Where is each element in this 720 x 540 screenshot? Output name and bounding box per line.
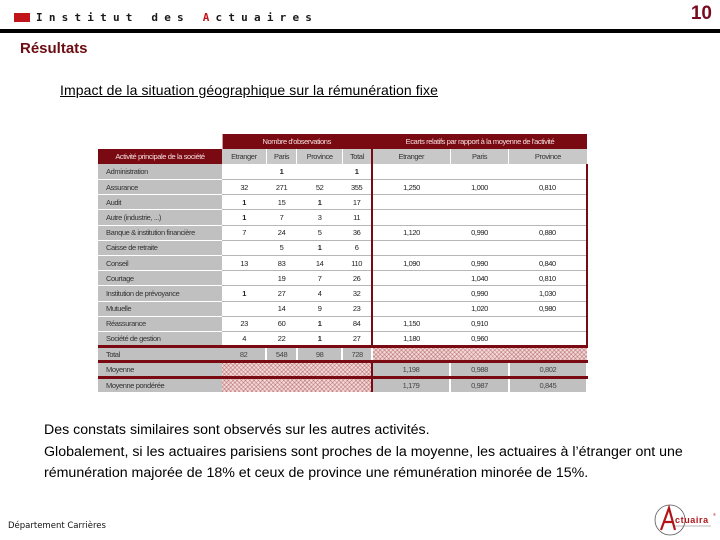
cell bbox=[450, 210, 509, 225]
body-text bbox=[44, 420, 684, 485]
cell bbox=[372, 210, 450, 225]
table-row bbox=[98, 271, 587, 286]
row-label: Audit bbox=[98, 195, 222, 210]
cell bbox=[450, 164, 509, 179]
column-header-obs-etranger: Etranger bbox=[222, 149, 266, 164]
cell bbox=[450, 240, 509, 255]
cell: 1,090 bbox=[372, 256, 450, 271]
row-label: Assurance bbox=[98, 180, 222, 195]
row-label: Caisse de retraite bbox=[98, 240, 222, 255]
cell: 0,880 bbox=[509, 225, 587, 240]
cell: 27 bbox=[342, 331, 371, 346]
group-header-ecarts: Ecarts relatifs par rapport à la moyenne de l'activité bbox=[372, 134, 587, 149]
group-header-row bbox=[98, 134, 587, 149]
table-row bbox=[98, 301, 587, 316]
cell: 1,150 bbox=[372, 316, 450, 331]
cell: 19 bbox=[266, 271, 297, 286]
cell: 4 bbox=[222, 331, 266, 346]
row-label: Conseil bbox=[98, 256, 222, 271]
cell bbox=[372, 286, 450, 301]
column-header-obs-total: Total bbox=[342, 149, 371, 164]
column-header-obs-province: Province bbox=[297, 149, 343, 164]
cell: 24 bbox=[266, 225, 297, 240]
cell: 548 bbox=[266, 347, 297, 362]
cell: 0,810 bbox=[509, 180, 587, 195]
cell: 15 bbox=[266, 195, 297, 210]
cell: 1 bbox=[297, 240, 343, 255]
cell bbox=[509, 164, 587, 179]
moyenne-row bbox=[98, 362, 587, 377]
page-number: 10 bbox=[690, 3, 712, 24]
column-header-ecart-province: Province bbox=[509, 149, 587, 164]
cell: 23 bbox=[222, 316, 266, 331]
hatched-cell bbox=[222, 377, 372, 392]
svg-text:ctuaira: ctuaira bbox=[675, 515, 709, 525]
cell: 0,990 bbox=[450, 225, 509, 240]
cell: 0,845 bbox=[509, 377, 587, 392]
table-row bbox=[98, 225, 587, 240]
salary-geography-table bbox=[98, 134, 588, 393]
cell bbox=[297, 164, 343, 179]
hatched-cell bbox=[222, 362, 372, 377]
cell: 26 bbox=[342, 271, 371, 286]
cell: 271 bbox=[266, 180, 297, 195]
table-row bbox=[98, 180, 587, 195]
row-label: Institution de prévoyance bbox=[98, 286, 222, 301]
cell bbox=[450, 195, 509, 210]
row-label: Autre (industrie, ...) bbox=[98, 210, 222, 225]
cell: 32 bbox=[222, 180, 266, 195]
cell: 83 bbox=[266, 256, 297, 271]
cell: 7 bbox=[266, 210, 297, 225]
table-row bbox=[98, 240, 587, 255]
cell bbox=[222, 301, 266, 316]
institut-des-actuaires-logo bbox=[14, 10, 318, 24]
cell bbox=[372, 271, 450, 286]
cell: 0,988 bbox=[450, 362, 509, 377]
row-label: Mutuelle bbox=[98, 301, 222, 316]
cell: 1 bbox=[297, 331, 343, 346]
row-label: Banque & institution financière bbox=[98, 225, 222, 240]
cell: 13 bbox=[222, 256, 266, 271]
cell: 82 bbox=[222, 347, 266, 362]
cell: 1 bbox=[266, 164, 297, 179]
column-header-obs-paris: Paris bbox=[266, 149, 297, 164]
cell bbox=[372, 240, 450, 255]
cell bbox=[372, 164, 450, 179]
header-divider bbox=[0, 29, 720, 33]
cell: 36 bbox=[342, 225, 371, 240]
cell: 0,840 bbox=[509, 256, 587, 271]
row-label: Courtage bbox=[98, 271, 222, 286]
actuaira-logo bbox=[653, 503, 717, 537]
cell: 110 bbox=[342, 256, 371, 271]
row-label: Total bbox=[98, 347, 222, 362]
cell: 7 bbox=[297, 271, 343, 286]
slide-subtitle: Impact de la situation géographique sur la rémunération fixe bbox=[60, 82, 438, 98]
footer-department: Département Carrières bbox=[8, 521, 106, 531]
cell: 0,990 bbox=[450, 286, 509, 301]
row-label: Réassurance bbox=[98, 316, 222, 331]
cell: 1 bbox=[297, 316, 343, 331]
cell: 1,180 bbox=[372, 331, 450, 346]
row-label: Moyenne bbox=[98, 362, 222, 377]
row-label: Société de gestion bbox=[98, 331, 222, 346]
cell: 27 bbox=[266, 286, 297, 301]
cell: 5 bbox=[266, 240, 297, 255]
cell bbox=[372, 195, 450, 210]
cell: 0,980 bbox=[509, 301, 587, 316]
cell: 1,250 bbox=[372, 180, 450, 195]
table-row bbox=[98, 316, 587, 331]
table-row bbox=[98, 286, 587, 301]
cell: 1 bbox=[222, 286, 266, 301]
cell: 9 bbox=[297, 301, 343, 316]
cell: 355 bbox=[342, 180, 371, 195]
cell: 1,040 bbox=[450, 271, 509, 286]
brand-red-block bbox=[14, 13, 30, 22]
cell: 6 bbox=[342, 240, 371, 255]
cell: 1 bbox=[222, 195, 266, 210]
cell: 0,960 bbox=[450, 331, 509, 346]
cell bbox=[222, 164, 266, 179]
cell bbox=[222, 271, 266, 286]
cell: 17 bbox=[342, 195, 371, 210]
cell: 1,120 bbox=[372, 225, 450, 240]
cell: 1 bbox=[342, 164, 371, 179]
cell: 0,802 bbox=[509, 362, 587, 377]
table-row bbox=[98, 164, 587, 179]
table-row bbox=[98, 195, 587, 210]
cell bbox=[509, 331, 587, 346]
table-row bbox=[98, 331, 587, 346]
cell: 0,987 bbox=[450, 377, 509, 392]
cell: 98 bbox=[297, 347, 343, 362]
cell: 14 bbox=[297, 256, 343, 271]
moyenne-ponderee-row bbox=[98, 377, 587, 392]
brand-text: Institut des Actuaires bbox=[36, 10, 319, 24]
cell: 0,810 bbox=[509, 271, 587, 286]
cell: 0,990 bbox=[450, 256, 509, 271]
cell: 0,910 bbox=[450, 316, 509, 331]
cell: 22 bbox=[266, 331, 297, 346]
hatched-cell bbox=[372, 347, 587, 362]
cell: 1,000 bbox=[450, 180, 509, 195]
table-row bbox=[98, 256, 587, 271]
cell: 3 bbox=[297, 210, 343, 225]
row-label: Moyenne pondérée bbox=[98, 377, 222, 392]
cell: 1,179 bbox=[372, 377, 450, 392]
svg-text:®: ® bbox=[713, 512, 716, 517]
cell: 52 bbox=[297, 180, 343, 195]
cell bbox=[509, 316, 587, 331]
cell: 1 bbox=[222, 210, 266, 225]
cell bbox=[222, 240, 266, 255]
cell: 1,030 bbox=[509, 286, 587, 301]
cell bbox=[509, 210, 587, 225]
table-row bbox=[98, 210, 587, 225]
cell: 60 bbox=[266, 316, 297, 331]
cell: 1 bbox=[297, 195, 343, 210]
cell: 84 bbox=[342, 316, 371, 331]
column-header-activity: Activité principale de la société bbox=[98, 149, 222, 164]
cell: 4 bbox=[297, 286, 343, 301]
body-paragraph-2: Globalement, si les actuaires parisiens sont proches de la moyenne, les actuaires à l’étranger ont une rémunération majorée de 18% et ceux de province une rémunération minorée de 15%. bbox=[44, 443, 683, 481]
cell: 1,198 bbox=[372, 362, 450, 377]
column-header-ecart-paris: Paris bbox=[450, 149, 509, 164]
cell: 14 bbox=[266, 301, 297, 316]
cell: 728 bbox=[342, 347, 371, 362]
column-header-ecart-etranger: Etranger bbox=[372, 149, 450, 164]
cell: 23 bbox=[342, 301, 371, 316]
cell: 32 bbox=[342, 286, 371, 301]
cell bbox=[372, 301, 450, 316]
group-header-observations: Nombre d'observations bbox=[222, 134, 372, 149]
row-label: Administration bbox=[98, 164, 222, 179]
cell: 1,020 bbox=[450, 301, 509, 316]
total-row bbox=[98, 347, 587, 362]
section-title: Résultats bbox=[20, 40, 88, 57]
cell: 11 bbox=[342, 210, 371, 225]
cell: 7 bbox=[222, 225, 266, 240]
column-header-row bbox=[98, 149, 587, 164]
cell: 5 bbox=[297, 225, 343, 240]
body-paragraph-1: Des constats similaires sont observés sur les autres activités. bbox=[44, 422, 430, 438]
cell bbox=[509, 195, 587, 210]
cell bbox=[509, 240, 587, 255]
